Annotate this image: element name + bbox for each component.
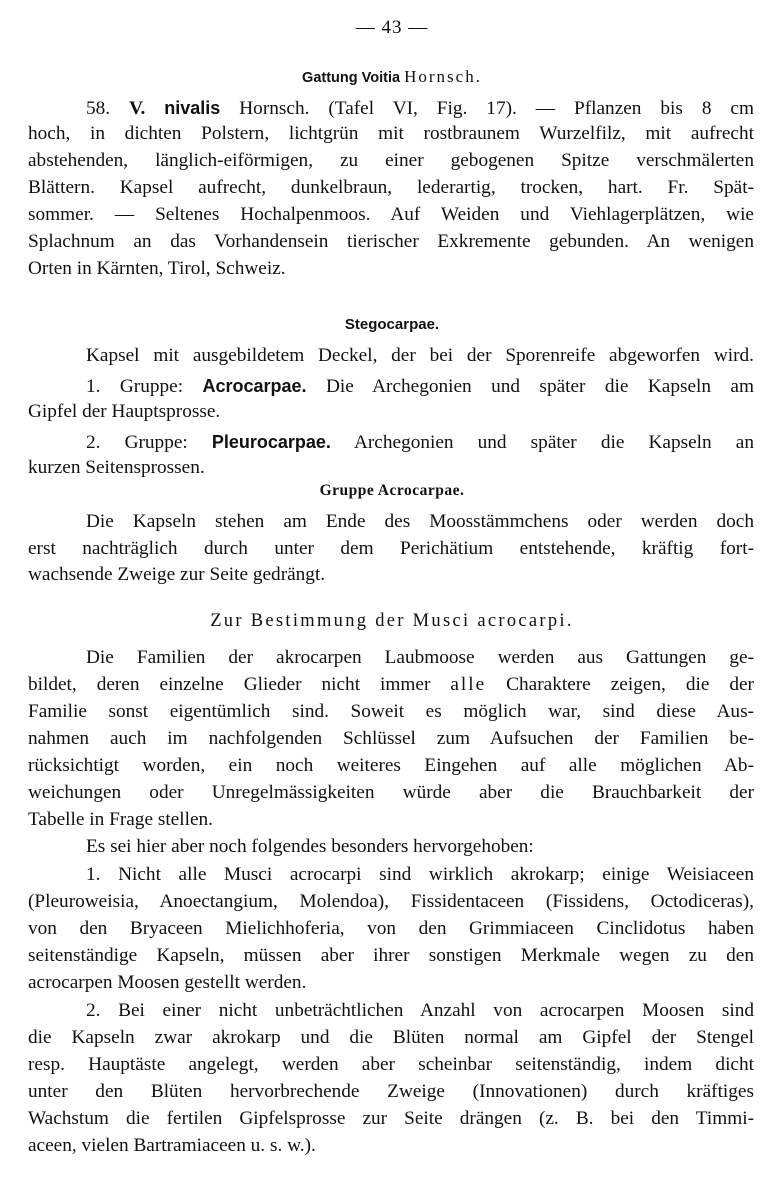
species-entry-first-line: [86, 95, 754, 122]
species-entry-line: Blättern. Kapsel aufrecht, dunkelbraun, lederartig, trocken, hart. Fr. Spät-: [28, 177, 754, 198]
stegocarpae-definition: Kapsel mit ausgebildetem Deckel, der bei der Sporenreife abgeworfen wird.: [86, 345, 754, 366]
item2-line: Wachstum die fertilen Gipfelsprosse zur Seite drängen (z. B. bei den Timmi-: [28, 1108, 754, 1129]
species-name: nivalis: [164, 98, 221, 118]
item1-line: acrocarpen Moosen gestellt werden.: [28, 972, 307, 993]
determination-para1-line: Die Familien der akrocarpen Laubmoose werden aus Gattungen ge-: [86, 647, 754, 668]
determination-para1-line: [28, 672, 754, 698]
para1-line2-post: Charaktere zeigen, die der: [486, 674, 754, 695]
species-entry-line: sommer. — Seltenes Hochalpenmoos. Auf Weiden und Viehlagerplätzen, wie: [28, 204, 754, 225]
group2-name: Pleurocarpae.: [211, 432, 331, 452]
item1-line: 1. Nicht alle Musci acrocarpi sind wirklich akrokarp; einige Weisiaceen: [86, 864, 754, 885]
acrocarpae-line: erst nachträglich durch unter dem Perichätium entstehende, kräftig fort-: [28, 538, 754, 559]
group1-prefix: 1. Gruppe:: [86, 376, 203, 397]
species-entry-line: abstehenden, länglich-eiförmigen, zu einer gebogenen Spitze verschmälerten: [28, 150, 754, 171]
item2-line: unter den Blüten hervorbrechende Zweige (Innovationen) durch kräftiges: [28, 1081, 754, 1102]
determination-para1-line: Tabelle in Frage stellen.: [28, 809, 213, 830]
determination-para1-line: rücksichtigt worden, ein noch weiteres Eingehen auf alle möglichen Ab-: [28, 755, 754, 776]
group1-text: Die Archegonien und später die Kapseln am: [306, 376, 754, 397]
item2-line: die Kapseln zwar akrokarp und die Blüten normal am Gipfel der Stengel: [28, 1027, 754, 1048]
determination-para1-line: Familie sonst eigentümlich sind. Soweit es möglich war, sind diese Aus-: [28, 701, 754, 722]
genus-heading-name: Gattung Voitia: [302, 70, 401, 86]
item2-line: aceen, vielen Bartramiaceen u. s. w.).: [28, 1135, 316, 1156]
page-number: — 43 —: [355, 17, 429, 38]
group2-continuation: kurzen Seitensprossen.: [28, 457, 205, 478]
species-entry-text: Hornsch. (Tafel VI, Fig. 17). — Pflanzen bis 8 cm: [220, 98, 754, 119]
species-entry-line: Orten in Kärnten, Tirol, Schweiz.: [28, 258, 286, 279]
item1-line: von den Bryaceen Mielichhoferia, von den Grimmiaceen Cinclidotus haben: [28, 918, 754, 939]
group2-line: [86, 429, 754, 456]
determination-para1-line: weichungen oder Unregelmässigkeiten würde aber die Brauchbarkeit der: [28, 782, 754, 803]
group1-continuation: Gipfel der Hauptsprosse.: [28, 401, 221, 422]
acrocarpae-line: wachsende Zweige zur Seite gedrängt.: [28, 564, 326, 585]
item1-line: seitenständige Kapseln, müssen aber ihrer sonstigen Merkmale wegen zu den: [28, 945, 754, 966]
group2-text: Archegonien und später die Kapseln an: [330, 432, 754, 453]
item2-line: 2. Bei einer nicht unbeträchtlichen Anzahl von acrocarpen Moosen sind: [86, 1000, 754, 1021]
species-entry-line: hoch, in dichten Polstern, lichtgrün mit rostbraunem Wurzelfilz, mit aufrecht: [28, 123, 754, 144]
item2-line: resp. Hauptäste angelegt, werden aber scheinbar seitenständig, indem dicht: [28, 1054, 754, 1075]
species-entry-line: Splachnum an das Vorhandensein tierischer Exkremente gebunden. An wenigen: [28, 231, 754, 252]
stegocarpae-heading: Stegocarpae.: [344, 316, 440, 333]
group2-prefix: 2. Gruppe:: [86, 432, 212, 453]
para1-line2-emphasis: alle: [450, 674, 487, 695]
determination-heading: Zur Bestimmung der Musci acrocarpi.: [210, 611, 574, 631]
acrocarpae-line: Die Kapseln stehen am Ende des Moosstämmchens oder werden doch: [86, 511, 754, 532]
genus-heading-author: Hornsch.: [404, 67, 482, 86]
acrocarpae-heading: Gruppe Acrocarpae.: [319, 482, 465, 499]
group1-name: Acrocarpae.: [202, 376, 307, 396]
species-genus-abbrev: V.: [129, 98, 146, 119]
species-number: 58.: [86, 98, 111, 119]
determination-para1-line: nahmen auch im nachfolgenden Schlüssel zum Aufsuchen der Familien be-: [28, 728, 754, 749]
item1-line: (Pleuroweisia, Anoectangium, Molendoa), Fissidentaceen (Fissidens, Octodiceras),: [28, 891, 754, 912]
group1-line: [86, 373, 754, 400]
para1-line2-pre: bildet, deren einzelne Glieder nicht immer: [28, 674, 451, 695]
genus-heading: [0, 67, 784, 87]
determination-para2: Es sei hier aber noch folgendes besonders hervorgehoben:: [86, 836, 534, 857]
